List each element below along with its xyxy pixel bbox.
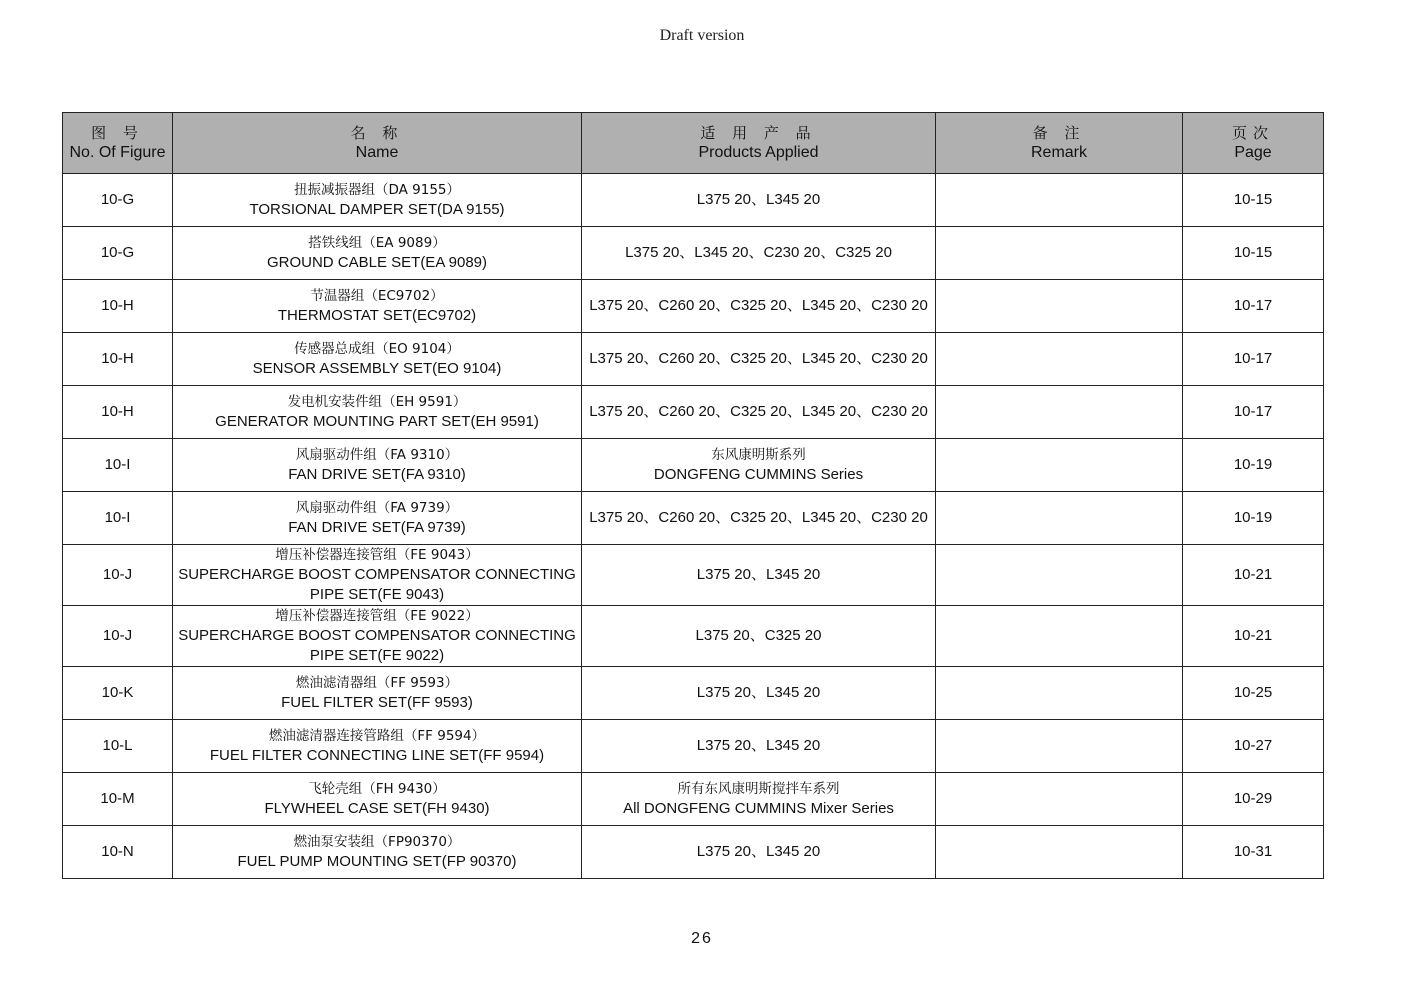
column-header-zh: 图 号 — [91, 124, 144, 142]
name-cell — [173, 280, 582, 333]
figure-cell: 10-I — [63, 492, 173, 545]
products-zh: 所有东风康明斯搅拌车系列 — [677, 781, 840, 797]
remark-cell — [936, 826, 1183, 879]
name-en: GROUND CABLE SET(EA 9089) — [266, 254, 488, 271]
page-cell: 10-21 — [1183, 606, 1324, 667]
column-header-en: Products Applied — [698, 144, 819, 161]
remark-cell — [936, 606, 1183, 667]
products-cell — [582, 492, 936, 545]
remark-cell — [936, 492, 1183, 545]
name-en: FUEL FILTER SET(FF 9593) — [281, 694, 473, 711]
table-row — [63, 174, 1324, 227]
name-cell — [173, 174, 582, 227]
figure-cell: 10-I — [63, 439, 173, 492]
name-zh: 节温器组（EC9702） — [310, 288, 444, 304]
figure-cell: 10-H — [63, 280, 173, 333]
products-cell — [582, 606, 936, 667]
page-cell: 10-31 — [1183, 826, 1324, 879]
table-row — [63, 227, 1324, 280]
table-row — [63, 280, 1324, 333]
name-zh: 增压补偿器连接管组（FE 9043） — [275, 547, 479, 563]
name-en: FAN DRIVE SET(FA 9739) — [288, 519, 466, 536]
products-en: L375 20、L345 20 — [696, 566, 821, 583]
page-cell: 10-17 — [1183, 386, 1324, 439]
name-cell — [173, 227, 582, 280]
remark-cell — [936, 333, 1183, 386]
page-cell: 10-27 — [1183, 720, 1324, 773]
products-en: L375 20、C260 20、C325 20、L345 20、C230 20 — [589, 403, 928, 420]
figure-cell: 10-J — [63, 545, 173, 606]
header-draft-version: Draft version — [659, 27, 745, 44]
remark-cell — [936, 227, 1183, 280]
remark-cell — [936, 773, 1183, 826]
name-zh: 发电机安装件组（EH 9591） — [287, 394, 467, 410]
name-zh: 燃油泵安装组（FP90370） — [293, 834, 461, 850]
products-en: DONGFENG CUMMINS Series — [653, 466, 864, 483]
table-header-row — [63, 113, 1324, 174]
products-en: All DONGFENG CUMMINS Mixer Series — [623, 800, 894, 817]
products-en: L375 20、L345 20 — [696, 191, 821, 208]
table-row — [63, 439, 1324, 492]
page-cell: 10-17 — [1183, 333, 1324, 386]
table-row — [63, 545, 1324, 606]
page-cell: 10-17 — [1183, 280, 1324, 333]
page-number: 26 — [691, 930, 713, 947]
name-cell — [173, 492, 582, 545]
remark-cell — [936, 174, 1183, 227]
figure-cell: 10-G — [63, 174, 173, 227]
figure-cell: 10-L — [63, 720, 173, 773]
name-zh: 搭铁线组（EA 9089） — [308, 235, 446, 251]
products-en: L375 20、C260 20、C325 20、L345 20、C230 20 — [589, 509, 928, 526]
figure-cell: 10-N — [63, 826, 173, 879]
name-en: SUPERCHARGE BOOST COMPENSATOR CONNECTING PIPE SET(FE 9022) — [178, 627, 576, 664]
products-cell — [582, 720, 936, 773]
column-header-en: Page — [1234, 144, 1272, 161]
figure-cell: 10-H — [63, 386, 173, 439]
remark-cell — [936, 280, 1183, 333]
remark-cell — [936, 386, 1183, 439]
table-row — [63, 773, 1324, 826]
column-header-figure — [63, 113, 173, 174]
remark-cell — [936, 720, 1183, 773]
name-zh: 传感器总成组（EO 9104） — [294, 341, 460, 357]
name-en: TORSIONAL DAMPER SET(DA 9155) — [249, 201, 505, 218]
name-cell — [173, 720, 582, 773]
products-cell — [582, 333, 936, 386]
table-row — [63, 492, 1324, 545]
column-header-remark — [936, 113, 1183, 174]
name-zh: 风扇驱动件组（FA 9310） — [295, 447, 459, 463]
name-cell — [173, 333, 582, 386]
name-en: SUPERCHARGE BOOST COMPENSATOR CONNECTING PIPE SET(FE 9043) — [178, 566, 576, 603]
name-zh: 增压补偿器连接管组（FE 9022） — [275, 608, 479, 624]
page-cell: 10-25 — [1183, 667, 1324, 720]
products-en: L375 20、L345 20 — [696, 843, 821, 860]
products-en: L375 20、C260 20、C325 20、L345 20、C230 20 — [589, 297, 928, 314]
figure-cell: 10-M — [63, 773, 173, 826]
name-en: FUEL FILTER CONNECTING LINE SET(FF 9594) — [209, 747, 545, 764]
products-en: L375 20、C260 20、C325 20、L345 20、C230 20 — [589, 350, 928, 367]
column-header-en: Remark — [1030, 144, 1087, 161]
parts-table — [62, 112, 1324, 879]
name-cell — [173, 439, 582, 492]
name-en: THERMOSTAT SET(EC9702) — [277, 307, 477, 324]
page-cell: 10-19 — [1183, 439, 1324, 492]
figure-cell: 10-J — [63, 606, 173, 667]
table-row — [63, 333, 1324, 386]
page-cell: 10-15 — [1183, 227, 1324, 280]
name-cell — [173, 826, 582, 879]
table-row — [63, 386, 1324, 439]
name-cell — [173, 545, 582, 606]
figure-cell: 10-H — [63, 333, 173, 386]
remark-cell — [936, 545, 1183, 606]
table-row — [63, 826, 1324, 879]
column-header-zh: 备 注 — [1032, 124, 1086, 142]
column-header-zh: 名 称 — [350, 124, 404, 142]
table-row — [63, 667, 1324, 720]
products-cell — [582, 545, 936, 606]
name-zh: 扭振减振器组（DA 9155） — [293, 182, 461, 198]
name-en: FAN DRIVE SET(FA 9310) — [288, 466, 466, 483]
name-en: FUEL PUMP MOUNTING SET(FP 90370) — [237, 853, 517, 870]
page-cell: 10-15 — [1183, 174, 1324, 227]
products-cell — [582, 280, 936, 333]
name-cell — [173, 773, 582, 826]
table-row — [63, 720, 1324, 773]
name-zh: 风扇驱动件组（FA 9739） — [295, 500, 459, 516]
column-header-name — [173, 113, 582, 174]
column-header-zh: 适 用 产 品 — [700, 124, 817, 142]
products-en: L375 20、C325 20 — [695, 627, 822, 644]
name-en: GENERATOR MOUNTING PART SET(EH 9591) — [215, 413, 539, 430]
remark-cell — [936, 439, 1183, 492]
products-cell — [582, 826, 936, 879]
page-cell: 10-19 — [1183, 492, 1324, 545]
products-en: L375 20、L345 20 — [696, 737, 821, 754]
column-header-en: No. Of Figure — [69, 144, 166, 161]
name-cell — [173, 606, 582, 667]
products-cell — [582, 174, 936, 227]
name-en: FLYWHEEL CASE SET(FH 9430) — [264, 800, 490, 817]
products-zh: 东风康明斯系列 — [711, 447, 806, 463]
table-row — [63, 606, 1324, 667]
figure-cell: 10-K — [63, 667, 173, 720]
page-cell: 10-21 — [1183, 545, 1324, 606]
products-cell — [582, 667, 936, 720]
column-header-zh: 页次 — [1231, 124, 1274, 142]
name-zh: 燃油滤清器连接管路组（FF 9594） — [268, 728, 486, 744]
name-cell — [173, 386, 582, 439]
column-header-products — [582, 113, 936, 174]
column-header-en: Name — [355, 144, 399, 161]
products-cell — [582, 439, 936, 492]
name-zh: 燃油滤清器组（FF 9593） — [295, 675, 459, 691]
figure-cell: 10-G — [63, 227, 173, 280]
products-en: L375 20、L345 20、C230 20、C325 20 — [625, 244, 892, 261]
products-en: L375 20、L345 20 — [696, 684, 821, 701]
column-header-page — [1183, 113, 1324, 174]
products-cell — [582, 386, 936, 439]
products-cell — [582, 227, 936, 280]
page-cell: 10-29 — [1183, 773, 1324, 826]
name-cell — [173, 667, 582, 720]
remark-cell — [936, 667, 1183, 720]
name-en: SENSOR ASSEMBLY SET(EO 9104) — [252, 360, 502, 377]
products-cell — [582, 773, 936, 826]
name-zh: 飞轮壳组（FH 9430） — [308, 781, 446, 797]
